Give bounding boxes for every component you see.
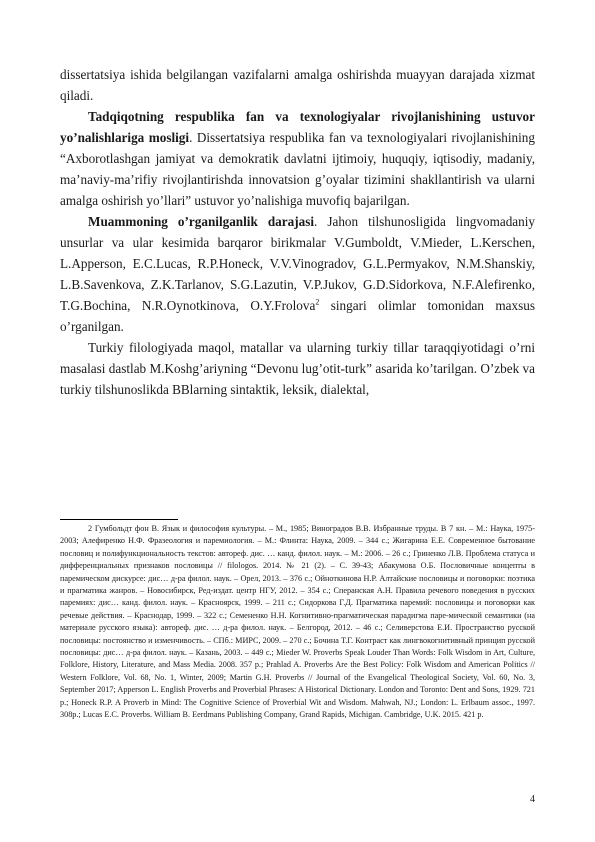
page-number: 4 — [530, 794, 535, 805]
study-degree-heading: Muammoning o’rganilganlik darajasi — [88, 214, 314, 229]
paragraph-relevance — [60, 106, 535, 211]
study-degree-body: . Jahon tilshunosligida lingvomadaniy unsurlar va ular kesimida barqaror birikmalar V.Gumboldt, V.Mieder, L.Kerschen, L.Apperson, E.C.Lucas, R.P.Honeck, V.V.Vinogradov, G.L.Permyakov, N.M.Shanskiy, L.B.Savenkova, Z.K.Tarlanov, S.G.Lazutin, V.P.Jukov, G.D.Sidorkova, N.F.Alefirenko, T.G.Bochina, N.R.Oynotkinova, O.Y.Frolova — [60, 214, 535, 313]
paragraph-intro: dissertatsiya ishida belgilangan vazifalarni amalga oshirishda muayyan darajada xizmat qiladi. — [60, 67, 535, 103]
main-text — [60, 64, 535, 400]
relevance-body: . Dissertatsiya respublika fan va texnologiyalari rivojlanishining “Axborotlashgan jamiyat va demokratik davlatni ijtimoiy, huquqiy, iqtisodiy, madaniy, ma’naviy-ma’rifiy rivojlantirishda innovatsion g’oyalar tizimini shakllantirish va ularni amalga oshirish yo’llari” ustuvor yo’nalishiga muvofiq bajarilgan. — [60, 130, 535, 208]
footnote-ref[interactable]: 2 — [315, 297, 320, 307]
paragraph-turkic: Turkiy filologiyada maqol, matallar va ularning turkiy tillar taraqqiyotidagi o’rni masalasi dastlab M.Koshg’ariyning “Devonu lug’otit-turk” asarida ko’tarilgan. O’zbek va turkiy tilshunoslikda BBlarning sintaktik, leksik, dialektal, — [60, 340, 535, 397]
footnote-separator — [60, 519, 178, 520]
relevance-heading: Tadqiqotning respublika fan va texnologiyalar rivojlanishining ustuvor yo’nalishlariga mosligi — [60, 109, 535, 145]
study-degree-tail: singari olimlar tomonidan maxsus o’rganilgan. — [60, 298, 535, 334]
footnote-2: 2 Гумбольдт фон В. Язык и философия культуры. – М., 1985; Виноградов В.В. Избранные труды. В 7 кн. – М.: Наука, 1975-2003; Алефиренко Н.Ф. Фразеология и паремиология. – М.: Флинта: Наука, 2009. – 344 с.; Жигарина Е.Е. Современное бытование пословиц и полифункциональность текстов: автореф. дис. … канд. филол. наук. – М.: 2006. – 26 с.; Гриненко Л.В. Проблема статуса и дифференциальных признаков пословицы // filologos. 2014. № 21 (2). – С. 39-43; Абакумова О.Б. Пословичные концепты в паремическом дискурсе: дис… д-ра филол. наук. – Орел, 2013. – 376 с.; Ойноткинова Н.Р. Алтайские пословицы и поговорки: поэтика и прагматика жанров. – Новосибирск, Ред-издат. центр НГУ, 2012. – 354 с.; Сперанская А.Н. Правила речевого поведения в русских паремиях: дис… канд. филол. наук. – Красноярск, 1999. – 211 с.; Сидоркова Г.Д. Прагматика паремий: пословицы и поговорки как речевые действия. – Краснодар, 1999. – 322 с.; Семененко Н.Н. Когнитивно-прагматическая парадигма паре-мической семантики (на материале русского языка): автореф. дис. … д-ра филол. наук. – Белгород, 2012. – 46 с.; Селиверстова Е.И. Пространство русской пословицы: постоянство и изменчивость. – СПб.: МИРС, 2009. – 270 с.; Бочина Т.Г. Контраст как лингвокогнитивный принцип русской пословицы: дис… д-ра филол. наук. – Казань, 2003. – 449 с.; Mieder W. Proverbs Speak Louder Than Words: Folk Wisdom in Art, Culture, Folklore, History, Literature, and Mass Media. 2008. 357 p.; Prahlad A. Proverbs Are the Best Policy: Folk Wisdom and American Politics // Western Folklore, Vol. 68, No. 1, Winter, 2009; Martin G.H. Proverbs // Journal of the Evangelical Theological Society, Vol. 60, No. 3, September 2017; Apperson L. English Proverbs and Proverbial Phrases: A Historical Dictionary. London and Toronto: Dent and Sons, 1929. 721 p.; Honeck R.P. A Proverb in Mind: The Cognitive Science of Proverbial Wit and Wisdom. Mahwah, NJ.; London: L. Erlbaum assoc., 1997. 308p.; Lucas E.C. Proverbs. William B. Eerdmans Publishing Company, Grand Rapids, Michigan. Cambridge, U.K. 2015. 421 p. — [60, 524, 535, 720]
paragraph-study-degree — [60, 211, 535, 337]
